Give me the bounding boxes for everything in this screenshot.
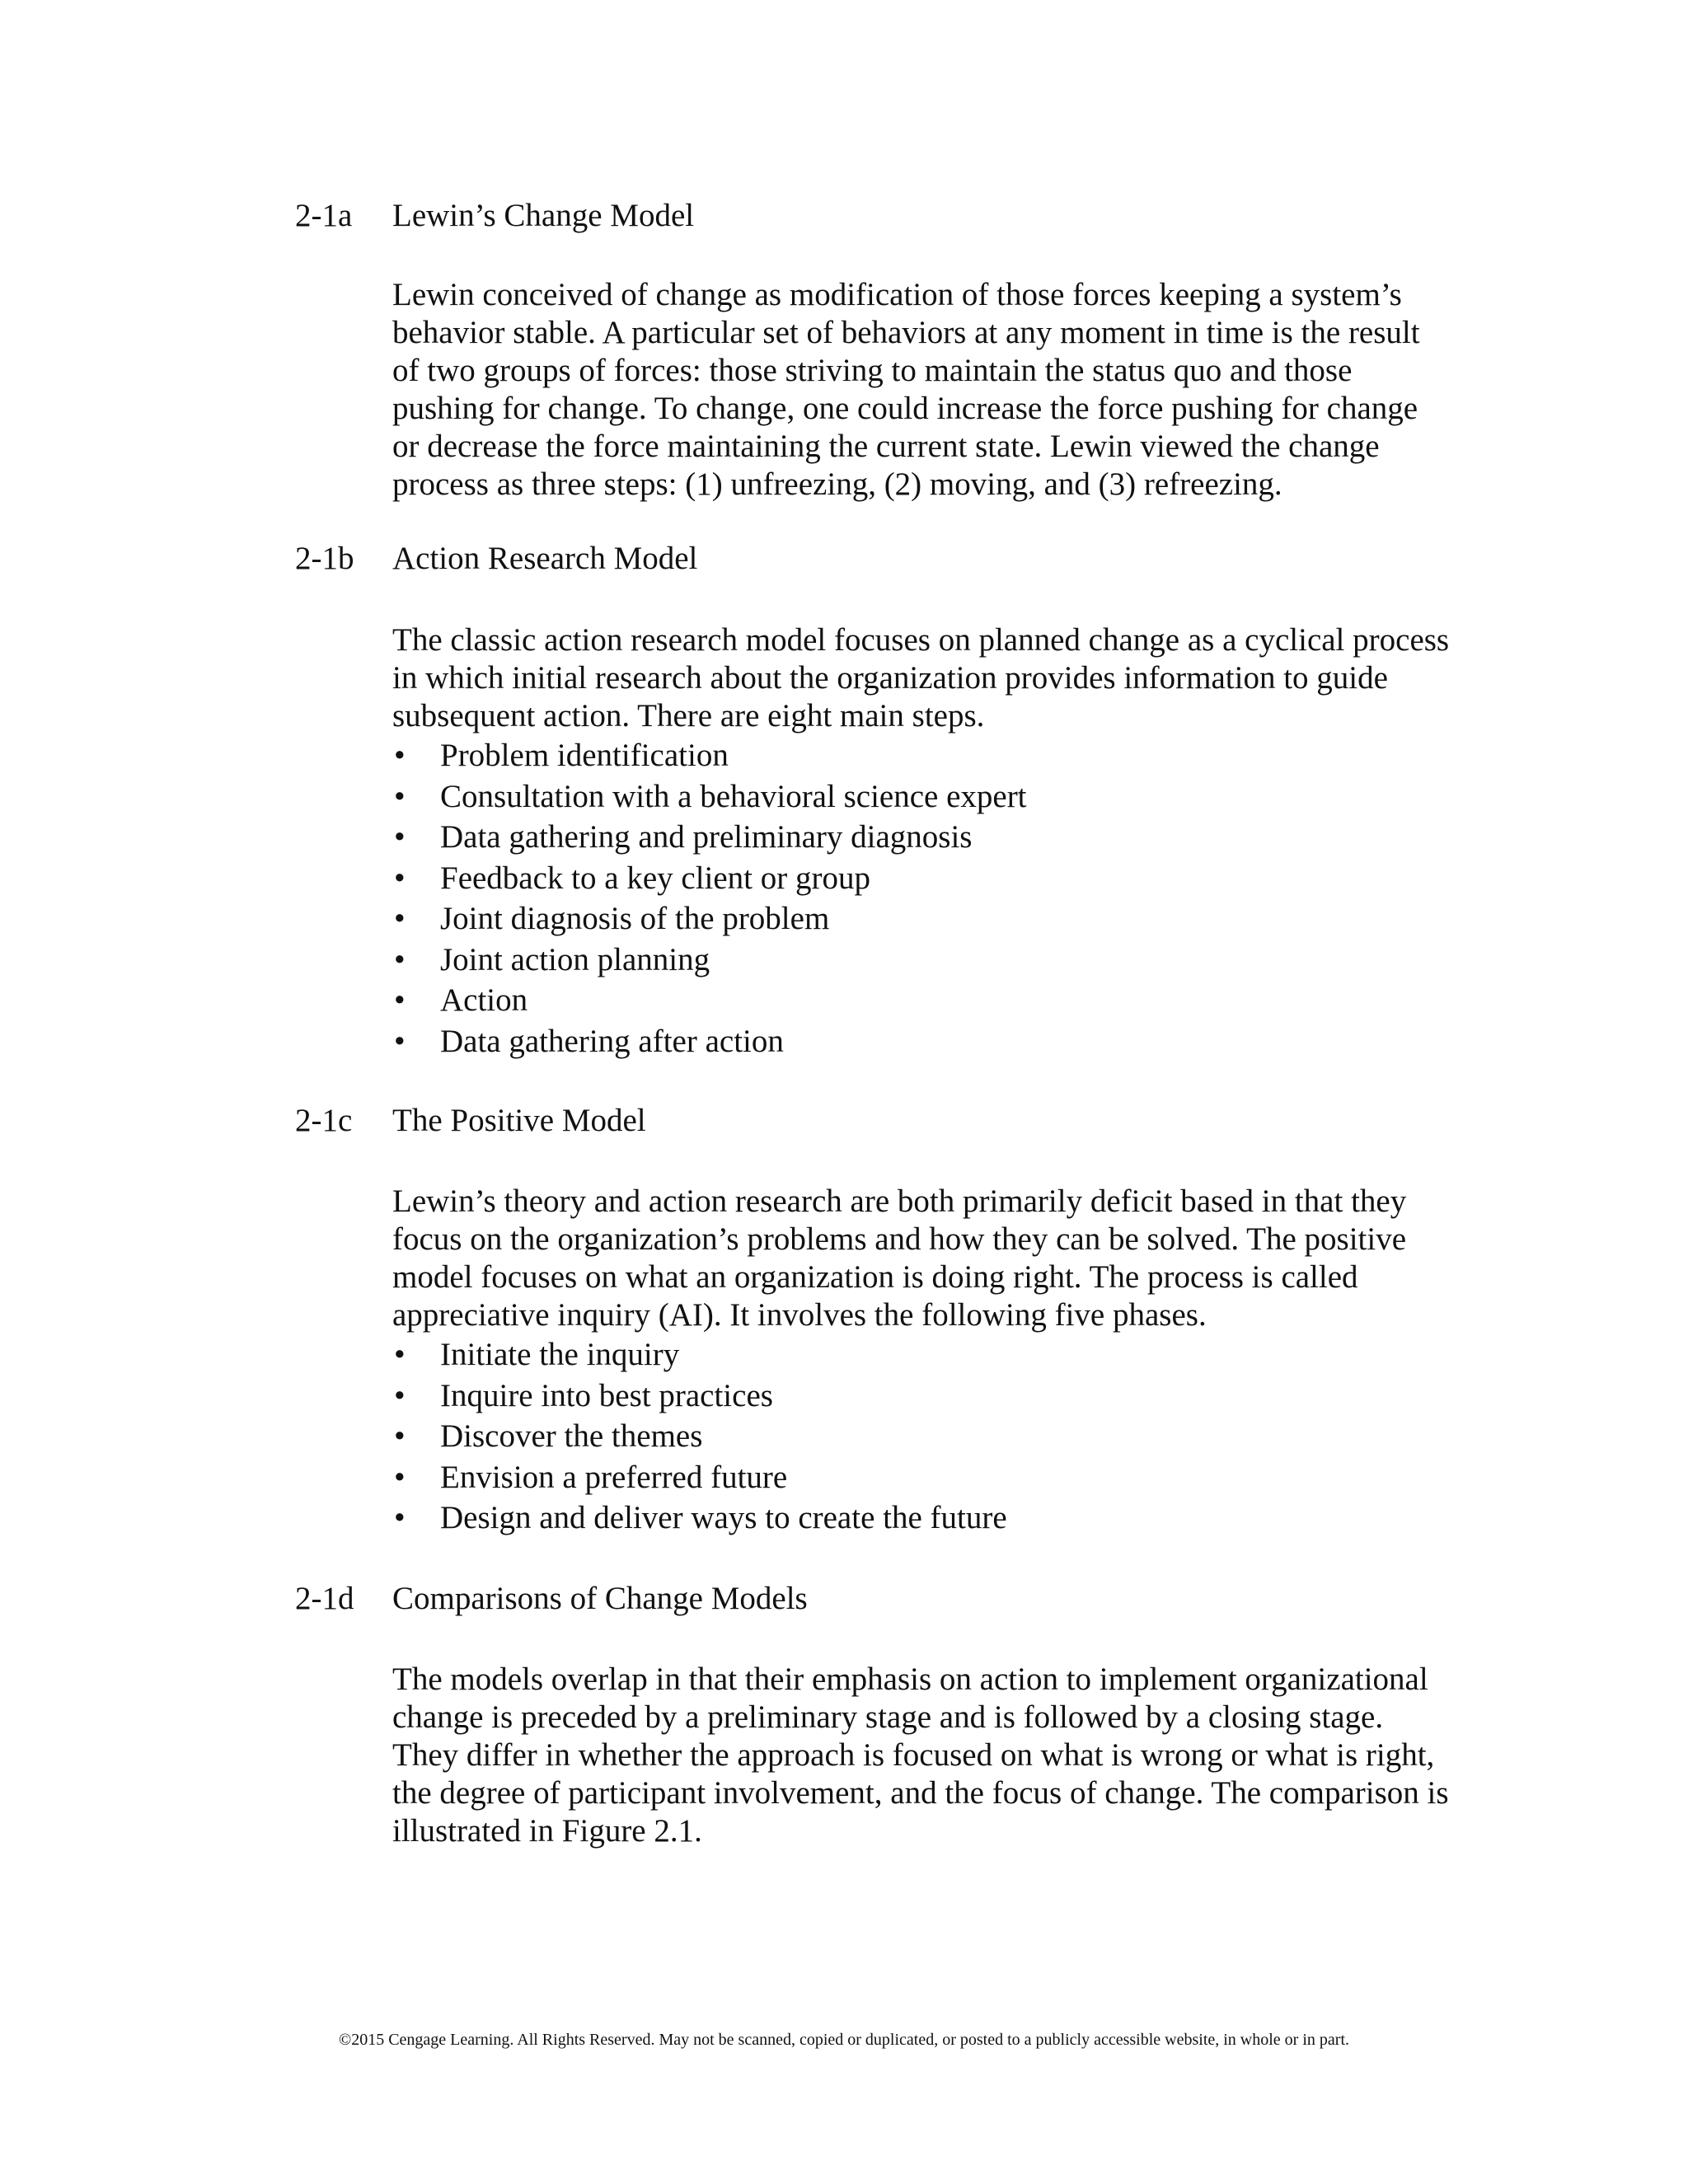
bullet-icon: • — [394, 819, 406, 855]
paragraph-line: They differ in whether the approach is focused on what is wrong or what is right, — [392, 1737, 1435, 1773]
list-item-text: Data gathering after action — [440, 1023, 784, 1059]
bullet-icon: • — [394, 1500, 406, 1535]
bullet-icon: • — [394, 1377, 406, 1413]
list-item — [392, 1376, 1489, 1417]
paragraph-line: The classic action research model focuses on planned change as a cyclical process — [392, 622, 1450, 658]
copyright-footer: ©2015 Cengage Learning. All Rights Reserved. May not be scanned, copied or duplicated, or posted to a publicly accessible website, in whole or in part. — [339, 2031, 1349, 2049]
section-number: 2-1b — [295, 541, 354, 576]
section-paragraph — [392, 1183, 1489, 1334]
bullet-icon: • — [394, 1459, 406, 1495]
paragraph-line: process as three steps: (1) unfreezing, (2) moving, and (3) refreezing. — [392, 466, 1282, 502]
section-paragraph — [392, 1661, 1489, 1850]
paragraph-line: of two groups of forces: those striving to maintain the status quo and those — [392, 353, 1353, 388]
section-paragraph — [392, 621, 1489, 735]
paragraph-line: pushing for change. To change, one could increase the force pushing for change — [392, 391, 1418, 426]
paragraph-line: model focuses on what an organization is doing right. The process is called — [392, 1259, 1358, 1295]
list-item — [392, 817, 1489, 858]
bullet-icon: • — [394, 941, 406, 977]
paragraph-line: The models overlap in that their emphasis on action to implement organizational — [392, 1661, 1428, 1697]
section-body — [392, 1183, 1489, 1539]
list-item-text: Problem identification — [440, 738, 729, 773]
section-number: 2-1a — [295, 198, 353, 233]
section-body — [392, 621, 1489, 1062]
list-item-text: Design and deliver ways to create the future — [440, 1500, 1007, 1535]
paragraph-line: Lewin’s theory and action research are both primarily deficit based in that they — [392, 1183, 1407, 1219]
section-title: The Positive Model — [392, 1103, 646, 1138]
list-item-text: Joint action planning — [440, 941, 710, 977]
section-title: Comparisons of Change Models — [392, 1581, 808, 1616]
section-body — [392, 1661, 1489, 1850]
paragraph-line: subsequent action. There are eight main steps. — [392, 698, 985, 733]
list-item-text: Feedback to a key client or group — [440, 860, 870, 896]
paragraph-line: Lewin conceived of change as modification of those forces keeping a system’s — [392, 277, 1402, 312]
section-body — [392, 276, 1489, 504]
bullet-icon: • — [394, 982, 406, 1018]
section-paragraph — [392, 276, 1489, 504]
paragraph-line: the degree of participant involvement, and the focus of change. The comparison is — [392, 1775, 1449, 1811]
bullet-icon: • — [394, 860, 406, 896]
list-item-text: Data gathering and preliminary diagnosis — [440, 819, 973, 855]
bullet-icon: • — [394, 1418, 406, 1454]
list-item-text: Action — [440, 982, 528, 1018]
section-title: Lewin’s Change Model — [392, 198, 695, 233]
list-item-text: Consultation with a behavioral science expert — [440, 778, 1027, 814]
bullet-icon: • — [394, 1023, 406, 1059]
list-item-text: Inquire into best practices — [440, 1377, 773, 1413]
paragraph-line: in which initial research about the organization provides information to guide — [392, 660, 1388, 696]
bullet-icon: • — [394, 778, 406, 814]
bullet-list — [392, 1334, 1489, 1539]
list-item — [392, 776, 1489, 818]
bullet-icon: • — [394, 738, 406, 773]
list-item-text: Initiate the inquiry — [440, 1337, 680, 1372]
list-item-text: Envision a preferred future — [440, 1459, 788, 1495]
section-number: 2-1d — [295, 1581, 354, 1616]
paragraph-line: illustrated in Figure 2.1. — [392, 1813, 702, 1849]
section-number: 2-1c — [295, 1103, 353, 1138]
list-item — [392, 1334, 1489, 1376]
list-item — [392, 1021, 1489, 1062]
list-item-text: Discover the themes — [440, 1418, 703, 1454]
list-item — [392, 858, 1489, 899]
bullet-list — [392, 735, 1489, 1062]
paragraph-line: appreciative inquiry (AI). It involves the following five phases. — [392, 1297, 1207, 1333]
list-item — [392, 980, 1489, 1021]
paragraph-line: change is preceded by a preliminary stage and is followed by a closing stage. — [392, 1699, 1384, 1735]
list-item — [392, 1416, 1489, 1457]
paragraph-line: or decrease the force maintaining the current state. Lewin viewed the change — [392, 429, 1380, 464]
list-item — [392, 1497, 1489, 1539]
list-item — [392, 1457, 1489, 1498]
bullet-icon: • — [394, 1337, 406, 1372]
list-item-text: Joint diagnosis of the problem — [440, 901, 830, 936]
bullet-icon: • — [394, 901, 406, 936]
list-item — [392, 898, 1489, 940]
list-item — [392, 940, 1489, 981]
paragraph-line: behavior stable. A particular set of behaviors at any moment in time is the result — [392, 315, 1420, 350]
paragraph-line: focus on the organization’s problems and how they can be solved. The positive — [392, 1221, 1407, 1257]
section-title: Action Research Model — [392, 541, 698, 576]
list-item — [392, 735, 1489, 776]
